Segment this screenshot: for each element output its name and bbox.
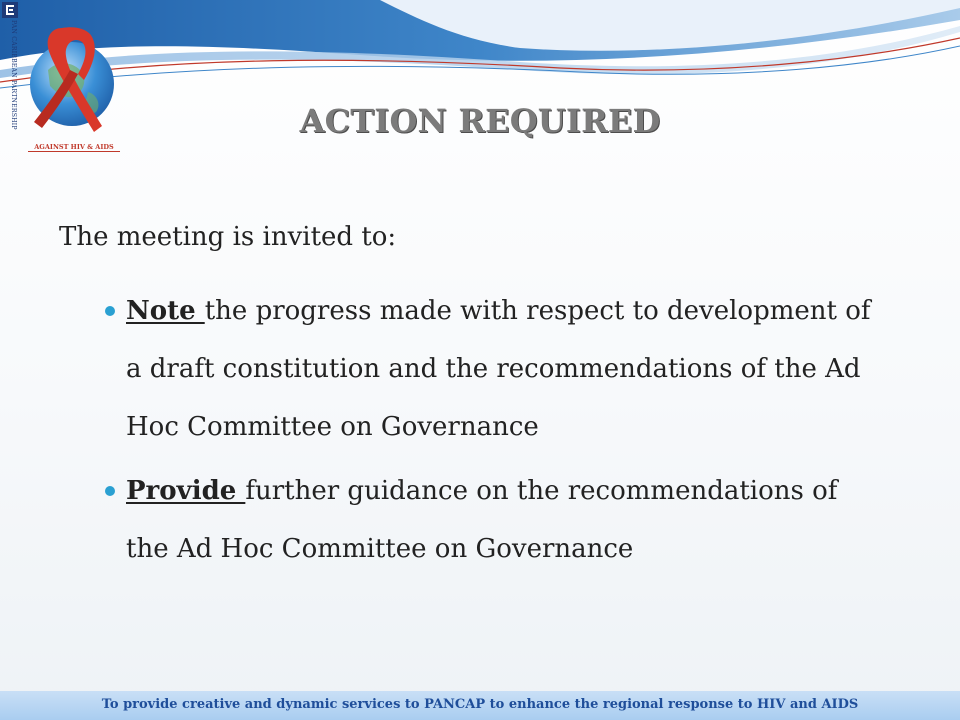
bullet-dot-icon	[105, 306, 115, 316]
logo-organization-name: PAN CARIBBEAN PARTNERSHIP	[10, 20, 17, 130]
bullet-dot-icon	[105, 486, 115, 496]
intro-text: The meeting is invited to:	[59, 222, 397, 252]
bullet-item	[101, 282, 881, 456]
bullet-text: further guidance on the recommendations of the Ad Hoc Committee on Governance	[126, 476, 838, 564]
action-bullet-list	[101, 282, 881, 584]
footer-mission-statement: To provide creative and dynamic services to PANCAP to enhance the regional response to HIV and AIDS	[101, 697, 859, 712]
slide-title: ACTION REQUIRED	[299, 102, 661, 140]
bullet-item	[101, 462, 881, 578]
bullet-keyword: Provide	[126, 476, 246, 506]
bullet-text: the progress made with respect to development of a draft constitution and the recommendations of the Ad Hoc Committee on Governance	[126, 296, 871, 442]
logo-caption: AGAINST HIV & AIDS	[28, 143, 120, 152]
bullet-keyword: Note	[126, 296, 205, 326]
